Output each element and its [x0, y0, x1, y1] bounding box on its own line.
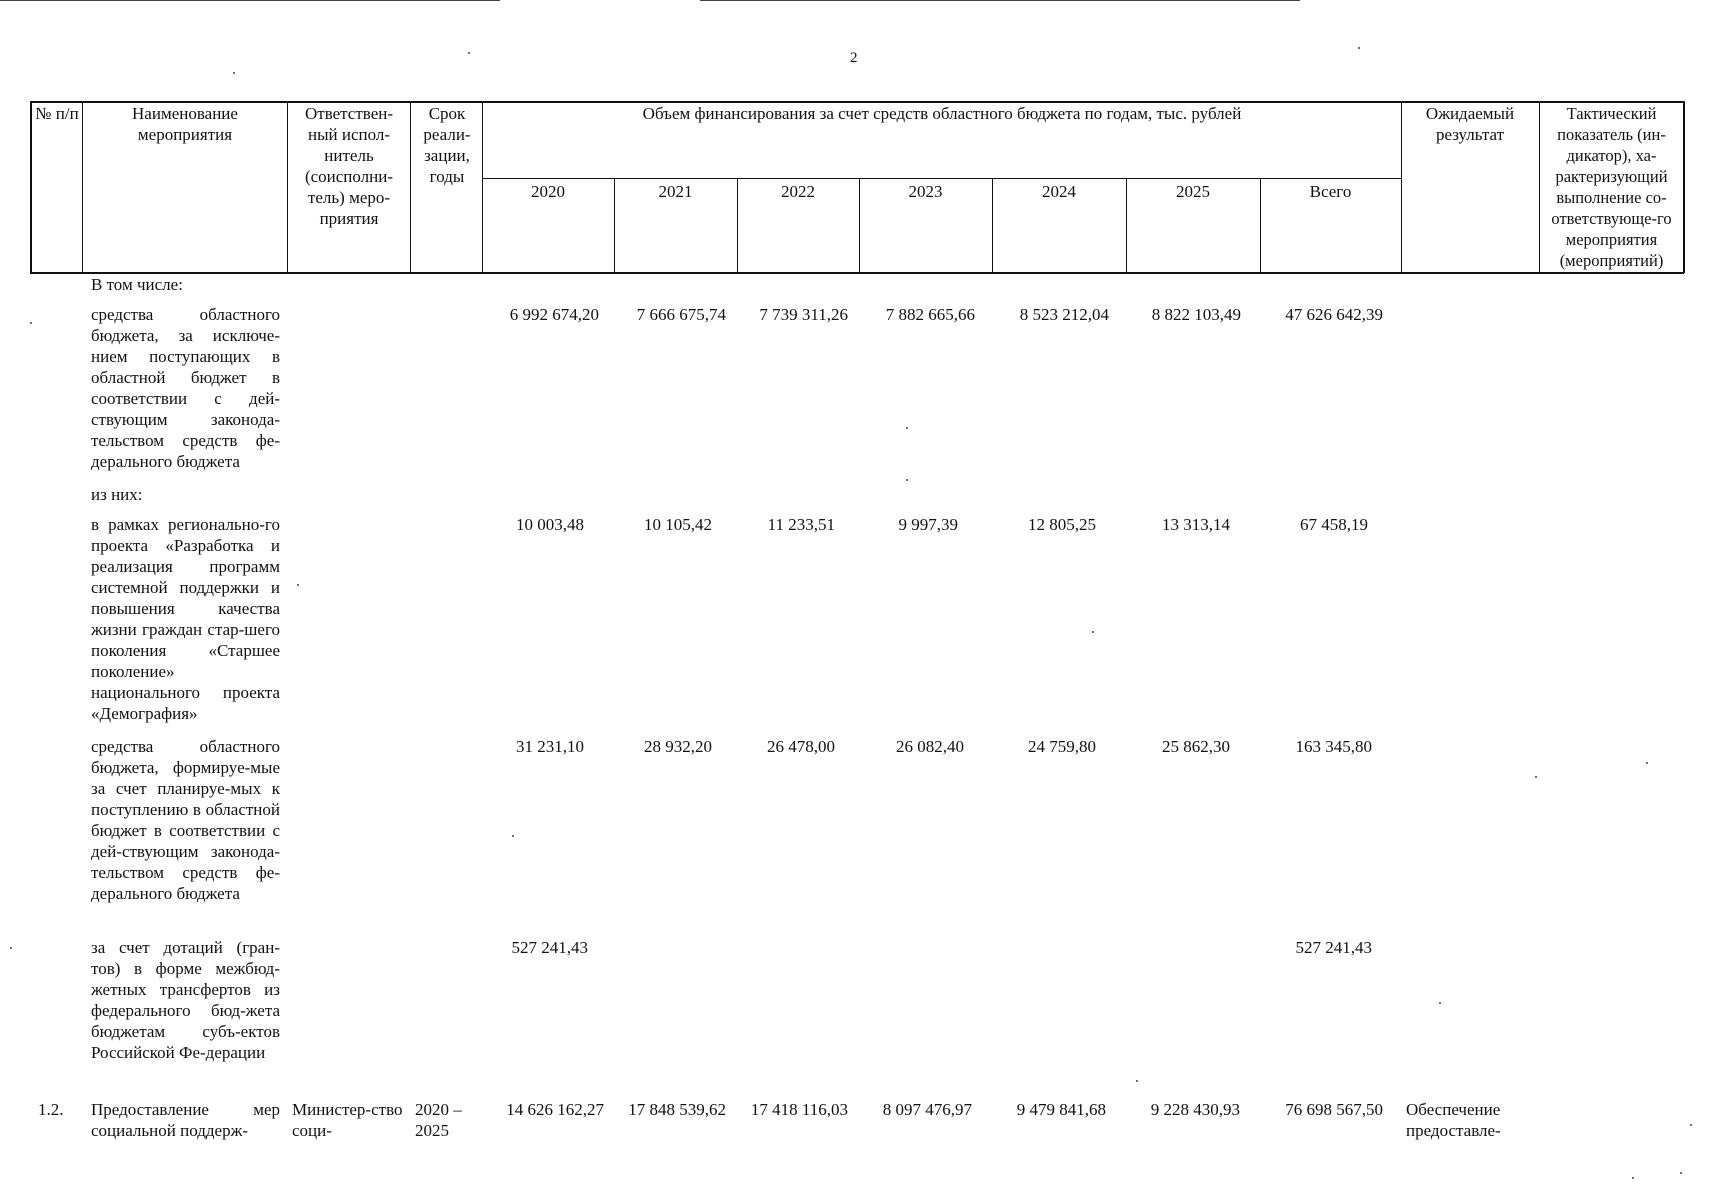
row-1-2-total: 76 698 567,50	[1285, 1100, 1383, 1119]
header-year-2021: 2021	[658, 182, 693, 201]
row-federal-transfers-2025: 25 862,30	[1162, 737, 1230, 756]
scan-speck	[512, 835, 514, 837]
scan-speck	[30, 322, 32, 324]
row-1-2-responsible: Министер-ство соци-	[292, 1100, 403, 1140]
row-regional-budget-2022: 7 739 311,26	[759, 305, 848, 324]
header-col-responsible: Ответствен-ный испол-нитель (соисполни-тель) меро-приятия	[304, 104, 394, 228]
row-regional-project-2025: 13 313,14	[1162, 515, 1230, 534]
row-1-2-number: 1.2.	[38, 1100, 64, 1119]
scan-speck	[1646, 762, 1648, 764]
header-col-period: Срок реали-зации, годы	[423, 104, 471, 186]
row-1-2-2023: 8 097 476,97	[882, 1100, 972, 1119]
scan-speck	[233, 72, 235, 74]
header-year-total: Всего	[1309, 182, 1352, 201]
including-label: В том числе:	[91, 275, 183, 294]
of-them-label: из них:	[91, 485, 143, 504]
row-1-2-desc: Предоставление мер социальной поддерж-	[91, 1100, 280, 1140]
row-regional-project-2022: 11 233,51	[767, 515, 835, 534]
scan-speck	[1690, 1124, 1692, 1126]
row-federal-transfers-total: 163 345,80	[1295, 737, 1372, 756]
header-year-2024: 2024	[1042, 182, 1076, 201]
header-col-result: Ожидаемый результат	[1425, 104, 1515, 144]
scan-top-edge	[700, 0, 1300, 1]
header-col-funding: Объем финансирования за счет средств областного бюджета по годам, тыс. рублей	[642, 104, 1242, 123]
row-federal-transfers-2023: 26 082,40	[896, 737, 964, 756]
scan-speck	[297, 584, 299, 586]
header-year-2025: 2025	[1176, 182, 1210, 201]
scan-speck	[1092, 631, 1094, 633]
row-regional-project-2020: 10 003,48	[516, 515, 584, 534]
scan-speck	[1680, 1172, 1682, 1174]
row-regional-budget-desc: средства областного бюджета, за исключе-нием поступающих в областной бюджет в соответствии с дей-ствующим законода-тельством средств фе-дерального бюджета	[91, 305, 280, 471]
row-regional-project-2021: 10 105,42	[644, 515, 712, 534]
scan-speck	[1136, 1080, 1138, 1082]
row-grants-desc: за счет дотаций (гран-тов) в форме межбюд-жетных трансфертов из федерального бюд-жета бюджетам субъ-ектов Российской Фе-дерации	[91, 938, 280, 1062]
row-1-2-result: Обеспечение предоставле-	[1406, 1100, 1501, 1140]
row-regional-budget-2025: 8 822 103,49	[1151, 305, 1241, 324]
scan-speck	[468, 52, 470, 54]
row-federal-transfers-2020: 31 231,10	[516, 737, 584, 756]
row-1-2-2024: 9 479 841,68	[1016, 1100, 1106, 1119]
row-regional-budget-2023: 7 882 665,66	[885, 305, 975, 324]
header-col-name: Наименование мероприятия	[132, 104, 238, 144]
scan-speck	[1358, 47, 1360, 49]
row-regional-project-desc: в рамках регионально-го проекта «Разработка и реализация программ системной поддержки и повышения качества жизни граждан стар-шего поколения «Старшее поколение» национального проекта «Демография»	[91, 515, 280, 723]
scan-speck	[1632, 1177, 1634, 1179]
row-federal-transfers-2022: 26 478,00	[767, 737, 835, 756]
row-regional-project-2024: 12 805,25	[1028, 515, 1096, 534]
header-col-number: № п/п	[35, 104, 79, 123]
header-year-2020: 2020	[531, 182, 565, 201]
scan-speck	[1535, 776, 1537, 778]
scan-speck	[906, 479, 908, 481]
row-federal-transfers-2021: 28 932,20	[644, 737, 712, 756]
row-1-2-period: 2020 – 2025	[415, 1100, 462, 1140]
scan-speck	[906, 427, 908, 429]
row-grants-total: 527 241,43	[1295, 938, 1372, 957]
row-federal-transfers-desc: средства областного бюджета, формируе-мые за счет планируе-мых к поступлению в областной бюджет в соответствии с дей-ствующим законода-тельством средств фе-дерального бюджета	[91, 737, 280, 903]
page-number: 2	[850, 50, 858, 66]
row-1-2-2021: 17 848 539,62	[628, 1100, 726, 1119]
row-1-2-2022: 17 418 116,03	[750, 1100, 848, 1119]
row-regional-budget-2024: 8 523 212,04	[1019, 305, 1109, 324]
scan-top-edge	[0, 0, 500, 1]
row-grants-2020: 527 241,43	[511, 938, 588, 957]
row-regional-budget-2021: 7 666 675,74	[636, 305, 726, 324]
row-regional-budget-total: 47 626 642,39	[1285, 305, 1383, 324]
header-year-2022: 2022	[781, 182, 815, 201]
row-regional-project-total: 67 458,19	[1300, 515, 1368, 534]
row-1-2-2025: 9 228 430,93	[1150, 1100, 1240, 1119]
row-1-2-2020: 14 626 162,27	[506, 1100, 604, 1119]
header-col-indicator: Тактический показатель (ин-дикатор), ха-рактеризующий выполнение со-ответствующе-го мероприятия (мероприятий)	[1551, 104, 1672, 270]
scan-speck	[10, 947, 12, 949]
row-federal-transfers-2024: 24 759,80	[1028, 737, 1096, 756]
header-year-2023: 2023	[908, 182, 943, 201]
scan-speck	[1439, 1002, 1441, 1004]
row-regional-project-2023: 9 997,39	[898, 515, 958, 534]
row-regional-budget-2020: 6 992 674,20	[509, 305, 599, 324]
